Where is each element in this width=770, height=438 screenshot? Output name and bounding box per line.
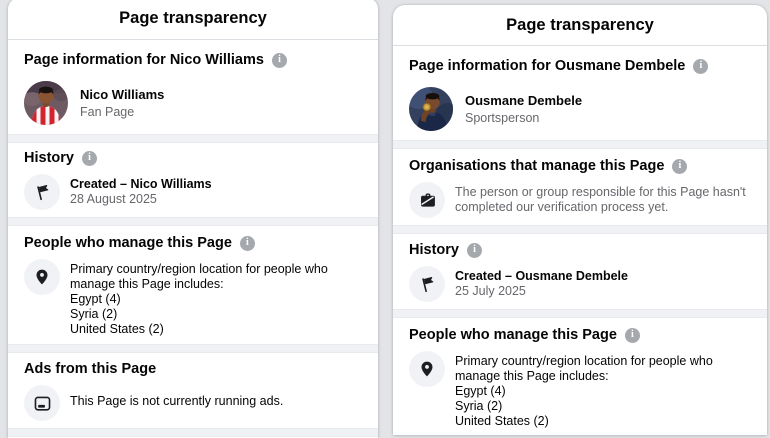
country-count: United States (2) — [70, 322, 164, 336]
transparency-dialog-dembele — [393, 5, 767, 435]
country-count: Syria (2) — [70, 307, 118, 321]
dialog-header — [393, 5, 767, 46]
dialog-header — [8, 0, 378, 40]
section-heading: People who manage this Page — [409, 327, 617, 343]
info-icon[interactable] — [272, 53, 287, 68]
country-count: Egypt (4) — [70, 292, 121, 306]
history-created: Created – Ousmane Dembele — [455, 269, 628, 283]
section-heading: Page information for Ousmane Dembele — [409, 58, 686, 74]
briefcase-icon — [409, 182, 445, 218]
page-category: Fan Page — [80, 104, 135, 119]
info-icon[interactable] — [82, 151, 97, 166]
transparency-dialog-nico — [8, 0, 378, 438]
section-ads — [8, 353, 378, 428]
section-divider — [393, 225, 767, 234]
country-count: United States (2) — [455, 414, 549, 428]
country-count: Egypt (4) — [455, 384, 506, 398]
info-icon[interactable] — [240, 236, 255, 251]
history-date: 25 July 2025 — [455, 284, 526, 298]
section-history — [393, 234, 767, 309]
info-icon[interactable] — [672, 159, 687, 174]
section-divider — [8, 217, 378, 226]
section-divider — [8, 344, 378, 353]
history-date: 28 August 2025 — [70, 192, 157, 206]
section-heading: Organisations that manage this Page — [409, 158, 665, 174]
ads-screen-icon — [24, 385, 60, 421]
section-organisations — [393, 149, 767, 225]
location-pin-icon — [24, 259, 60, 295]
dialog-title: Page transparency — [119, 9, 267, 27]
page-category: Sportsperson — [465, 110, 540, 125]
section-page-info — [8, 40, 378, 134]
page-name: Ousmane Dembele — [465, 92, 583, 108]
ousmane-dembele-avatar — [409, 87, 453, 131]
flag-icon — [24, 174, 60, 210]
dialog-title: Page transparency — [506, 15, 654, 34]
nico-williams-avatar — [24, 81, 68, 125]
section-divider — [393, 140, 767, 149]
country-count: Syria (2) — [455, 399, 503, 413]
location-pin-icon — [409, 351, 445, 387]
people-location-text: Primary country/region location for people who manage this Page includes: Egypt (4) Syria (2) United States (2) — [70, 259, 362, 337]
section-history — [8, 143, 378, 217]
section-heading: History — [409, 242, 459, 258]
section-people — [393, 318, 767, 436]
ads-status-text: This Page is not currently running ads. — [70, 394, 284, 408]
verification-text: The person or group responsible for this Page hasn't completed our verification process yet. — [455, 185, 746, 214]
section-page-info — [393, 46, 767, 140]
people-location-text: Primary country/region location for people who manage this Page includes: Egypt (4) Syria (2) United States (2) — [455, 351, 751, 429]
page-name: Nico Williams — [80, 86, 165, 102]
flag-icon — [409, 266, 445, 302]
section-divider — [8, 134, 378, 143]
section-heading: Ads from this Page — [24, 361, 157, 377]
section-heading: History — [24, 150, 74, 166]
history-created: Created – Nico Williams — [70, 177, 212, 191]
info-icon[interactable] — [467, 243, 482, 258]
info-icon[interactable] — [693, 59, 708, 74]
section-heading: People who manage this Page — [24, 235, 232, 251]
section-divider — [393, 309, 767, 318]
section-people — [8, 226, 378, 344]
info-icon[interactable] — [625, 328, 640, 343]
section-heading: Page information for Nico Williams — [24, 52, 264, 68]
section-divider — [8, 428, 378, 437]
